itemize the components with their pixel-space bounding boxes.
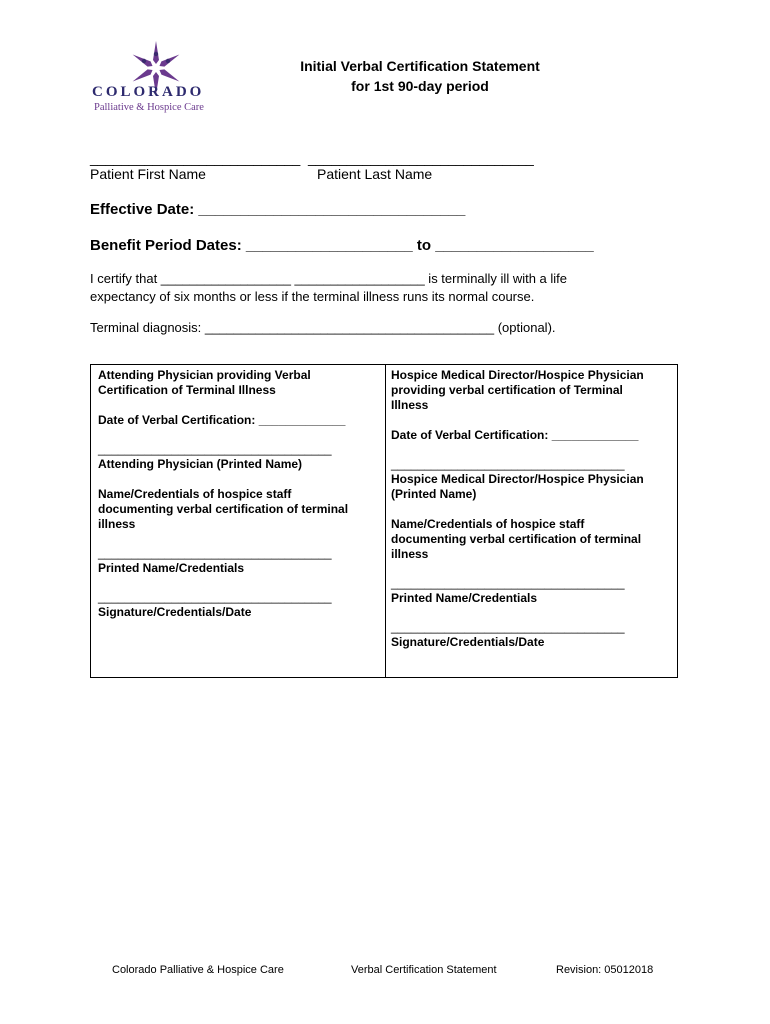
director-signature-credentials-label: Signature/Credentials/Date bbox=[391, 635, 545, 649]
director-signature-credentials-line[interactable]: ___________________________________ bbox=[391, 620, 625, 634]
director-heading: Hospice Medical Director/Hospice Physician providing verbal certification of Terminal Illness bbox=[391, 368, 644, 412]
attending-physician-column bbox=[98, 368, 378, 620]
certify-statement-line-1[interactable]: I certify that __________________ __________________ is terminally ill with a life bbox=[90, 271, 568, 286]
attending-date-field[interactable]: Date of Verbal Certification: _____________ bbox=[98, 413, 346, 427]
patient-last-name-label: Patient Last Name bbox=[317, 166, 433, 182]
effective-date-field[interactable]: Effective Date: ________________________________ bbox=[90, 201, 466, 218]
title-line-2: for 1st 90-day period bbox=[351, 78, 489, 94]
logo-org-name: COLORADO bbox=[92, 84, 205, 100]
attending-signature-credentials-line[interactable]: ___________________________________ bbox=[98, 590, 332, 604]
table-divider bbox=[385, 365, 386, 677]
attending-printed-name-label: Attending Physician (Printed Name) bbox=[98, 457, 303, 471]
director-printed-name-label: Hospice Medical Director/Hospice Physician (Printed Name) bbox=[391, 472, 644, 501]
certify-statement-line-2: expectancy of six months or less if the terminal illness runs its normal course. bbox=[90, 289, 535, 304]
hospice-director-column bbox=[391, 368, 671, 650]
patient-name-blank-lines[interactable]: ___________________________ _____________________________ bbox=[90, 150, 534, 166]
logo-subtitle: Palliative & Hospice Care bbox=[94, 102, 204, 113]
footer-organization: Colorado Palliative & Hospice Care bbox=[112, 964, 284, 976]
footer-document-name: Verbal Certification Statement bbox=[351, 964, 497, 976]
attending-signature-line[interactable]: ___________________________________ bbox=[98, 442, 332, 456]
attending-staff-label: Name/Credentials of hospice staff documenting verbal certification of terminal illness bbox=[98, 487, 349, 531]
attending-printed-credentials-label: Printed Name/Credentials bbox=[98, 561, 245, 575]
footer-revision: Revision: 05012018 bbox=[556, 964, 654, 976]
director-date-field[interactable]: Date of Verbal Certification: _____________ bbox=[391, 428, 639, 442]
title-line-1: Initial Verbal Certification Statement bbox=[300, 58, 540, 74]
certification-table bbox=[90, 364, 678, 678]
patient-first-name-label: Patient First Name bbox=[90, 166, 206, 182]
attending-printed-credentials-line[interactable]: ___________________________________ bbox=[98, 546, 332, 560]
attending-signature-credentials-label: Signature/Credentials/Date bbox=[98, 605, 252, 619]
director-printed-credentials-line[interactable]: ___________________________________ bbox=[391, 576, 625, 590]
director-signature-line[interactable]: ___________________________________ bbox=[391, 457, 625, 471]
director-printed-credentials-label: Printed Name/Credentials bbox=[391, 591, 538, 605]
organization-logo bbox=[92, 40, 232, 120]
attending-heading: Attending Physician providing Verbal Certification of Terminal Illness bbox=[98, 368, 311, 397]
benefit-period-dates-field[interactable]: Benefit Period Dates: ____________________ to ___________________ bbox=[90, 237, 594, 254]
terminal-diagnosis-field[interactable]: Terminal diagnosis: ________________________________________ (optional). bbox=[90, 320, 556, 335]
director-staff-label: Name/Credentials of hospice staff documenting verbal certification of terminal illness bbox=[391, 517, 642, 561]
document-title bbox=[270, 56, 570, 96]
